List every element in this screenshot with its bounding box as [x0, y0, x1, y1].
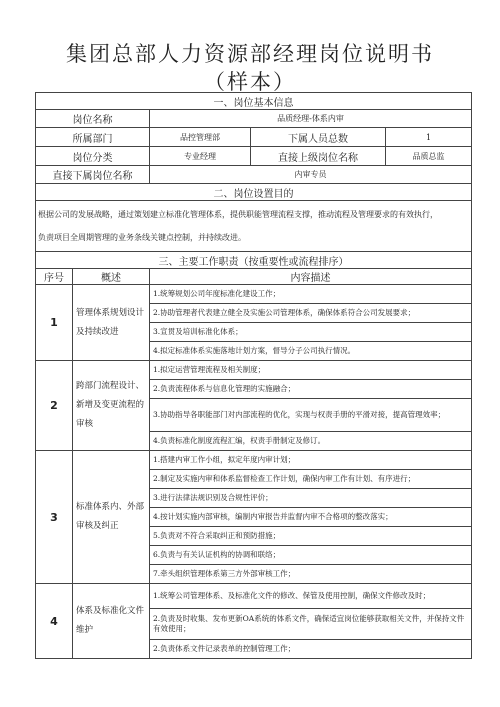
duty-item: 6.负责与有关认证机构的协调和联络；	[150, 546, 472, 565]
department-value: 品控管理部	[150, 128, 251, 147]
duty-item: 2.负责流程体系与信息化管理的实施融合；	[150, 380, 472, 399]
duty-item: 3.宣贯及培训标准化体系；	[150, 323, 472, 342]
department-label: 所属部门	[36, 128, 150, 147]
duty-item: 4.按计划实施内部审核，编制内审报告并监督内审不合格项的整改落实；	[150, 508, 472, 527]
subordinate-value: 内审专员	[150, 166, 472, 184]
position-name-value: 品质经理-体系内审	[150, 110, 472, 128]
duty-item: 5.负责对不符合采取纠正和预防措施；	[150, 527, 472, 546]
purpose-line: 负责项目全周期管理的业务条线关键点控制，并持续改进。	[38, 233, 246, 242]
header-no: 序号	[36, 269, 73, 285]
document-subtitle: （样本）	[204, 70, 296, 94]
duty-item: 1.统筹公司管理体系、及标准化文件的修改、保管及使用控制，确保文件修改及时；	[150, 584, 472, 609]
duty-overview: 管理体系规划设计及持续改进	[73, 285, 150, 361]
direct-superior-label: 直接上级岗位名称	[251, 147, 386, 166]
duty-item: 1.统筹规划公司年度标准化建设工作；	[150, 285, 472, 304]
duty-item: 7.牵头组织管理体系第三方外部审核工作；	[150, 565, 472, 584]
duty-item: 4.拟定标准体系实施落地计划方案，督导分子公司执行情况。	[150, 342, 472, 361]
section-purpose: 二、岗位设置目的	[36, 184, 472, 201]
purpose-text	[36, 201, 472, 252]
duty-item: 2.制定及实施内审和体系监督检查工作计划，确保内审工作有计划、有序进行；	[150, 470, 472, 489]
purpose-line: 根据公司的发展战略，通过策划建立标准化管理体系，提供职能管理流程支撑，推动流程及管理要求的有效执行，	[38, 210, 438, 219]
headcount-value: 1	[386, 128, 472, 147]
direct-superior-value: 品质总监	[386, 147, 472, 166]
job-description-table	[35, 92, 472, 659]
document-title: 集团总部人力资源部经理岗位说明书	[66, 42, 434, 66]
duty-overview: 体系及标准化文件维护	[73, 584, 150, 659]
position-name-label: 岗位名称	[36, 110, 150, 128]
duty-overview: 跨部门流程设计、新增及变更流程的审核	[73, 361, 150, 451]
duty-overview: 标准体系内、外部审核及纠正	[73, 451, 150, 584]
duty-number: 4	[36, 584, 73, 659]
category-value: 专业经理	[150, 147, 251, 166]
duty-item: 3.进行法律法规识别及合规性评价；	[150, 489, 472, 508]
duty-number: 2	[36, 361, 73, 451]
duty-item: 3.协助指导各职能部门对内部流程的优化，实现与权责手册的平滑对接，提高管理效率；	[150, 399, 472, 432]
duty-number: 3	[36, 451, 73, 584]
section-duties: 三、主要工作职责（按重要性或流程排序）	[36, 252, 472, 269]
subordinate-label: 直接下属岗位名称	[36, 166, 150, 184]
category-label: 岗位分类	[36, 147, 150, 166]
duty-item: 2.协助管理者代表建立健全及实施公司管理体系，确保体系符合公司发展要求；	[150, 304, 472, 323]
duty-item: 4.负责标准化制度流程汇编，权责手册制定及修订。	[150, 432, 472, 451]
duty-item: 2.负责体系文件记录表单的控制管理工作；	[150, 640, 472, 659]
duty-number: 1	[36, 285, 73, 361]
duty-item: 2.负责及时收集、发布更新OA系统的体系文件，确保适宜岗位能够获取相关文件，并保持文件有效使用；	[150, 609, 472, 640]
header-content: 内容描述	[150, 269, 472, 285]
section-basic-info: 一、岗位基本信息	[36, 93, 472, 110]
headcount-label: 下属人员总数	[251, 128, 386, 147]
duty-item: 1.搭建内审工作小组，拟定年度内审计划；	[150, 451, 472, 470]
duty-item: 1.拟定运营管理流程及相关制度；	[150, 361, 472, 380]
header-overview: 概述	[73, 269, 150, 285]
